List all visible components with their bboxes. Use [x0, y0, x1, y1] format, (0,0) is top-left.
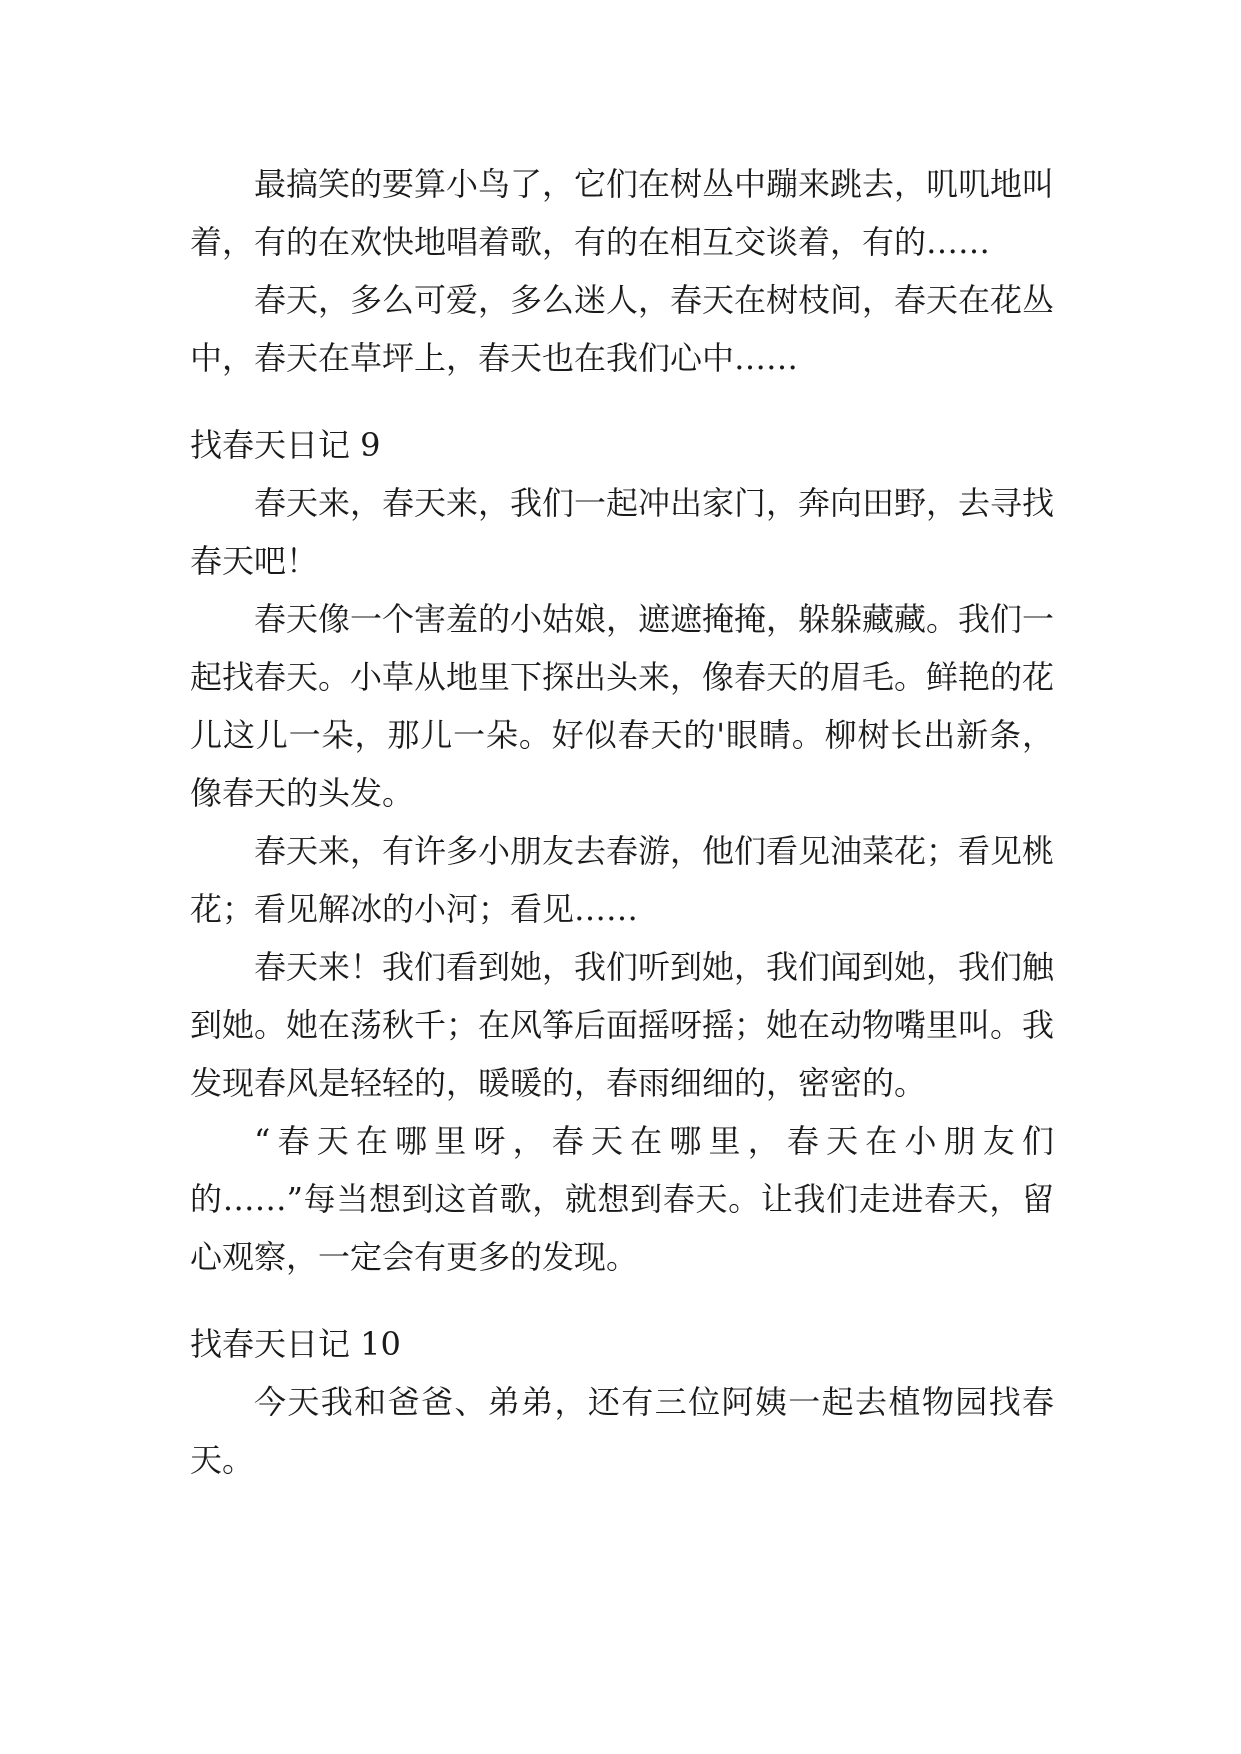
paragraph: 春天来！我们看到她，我们听到她，我们闻到她，我们触到她。她在荡秋千；在风筝后面摇呀摇；她在动物嘴里叫。我发现春风是轻轻的，暖暖的，春雨细细的，密密的。 [190, 948, 1055, 1102]
paragraph: 春天，多么可爱，多么迷人，春天在树枝间，春天在花丛中，春天在草坪上，春天也在我们心中…… [190, 281, 1055, 377]
diary-title-10: 找春天日记 10 [190, 1325, 401, 1363]
document-page [190, 0, 1054, 1754]
paragraph: 春天来，春天来，我们一起冲出家门，奔向田野，去寻找春天吧！ [190, 484, 1055, 580]
paragraph: 春天像一个害羞的小姑娘，遮遮掩掩，躲躲藏藏。我们一起找春天。小草从地里下探出头来，像春天的眉毛。鲜艳的花儿这儿一朵，那儿一朵。好似春天的'眼睛。柳树长出新条，像春天的头发。 [190, 600, 1055, 812]
paragraph: 春天来，有许多小朋友去春游，他们看见油菜花；看见桃花；看见解冰的小河；看见…… [190, 832, 1055, 928]
paragraph: 今天我和爸爸、弟弟，还有三位阿姨一起去植物园找春天。 [190, 1383, 1054, 1479]
paragraph: 最搞笑的要算小鸟了，它们在树丛中蹦来跳去，叽叽地叫着，有的在欢快地唱着歌，有的在相互交谈着，有的…… [190, 165, 1055, 261]
paragraph: “春天在哪里呀，春天在哪里，春天在小朋友们的……”每当想到这首歌，就想到春天。让我们走进春天，留心观察，一定会有更多的发现。 [190, 1122, 1054, 1276]
diary-title-9: 找春天日记 9 [190, 426, 381, 464]
